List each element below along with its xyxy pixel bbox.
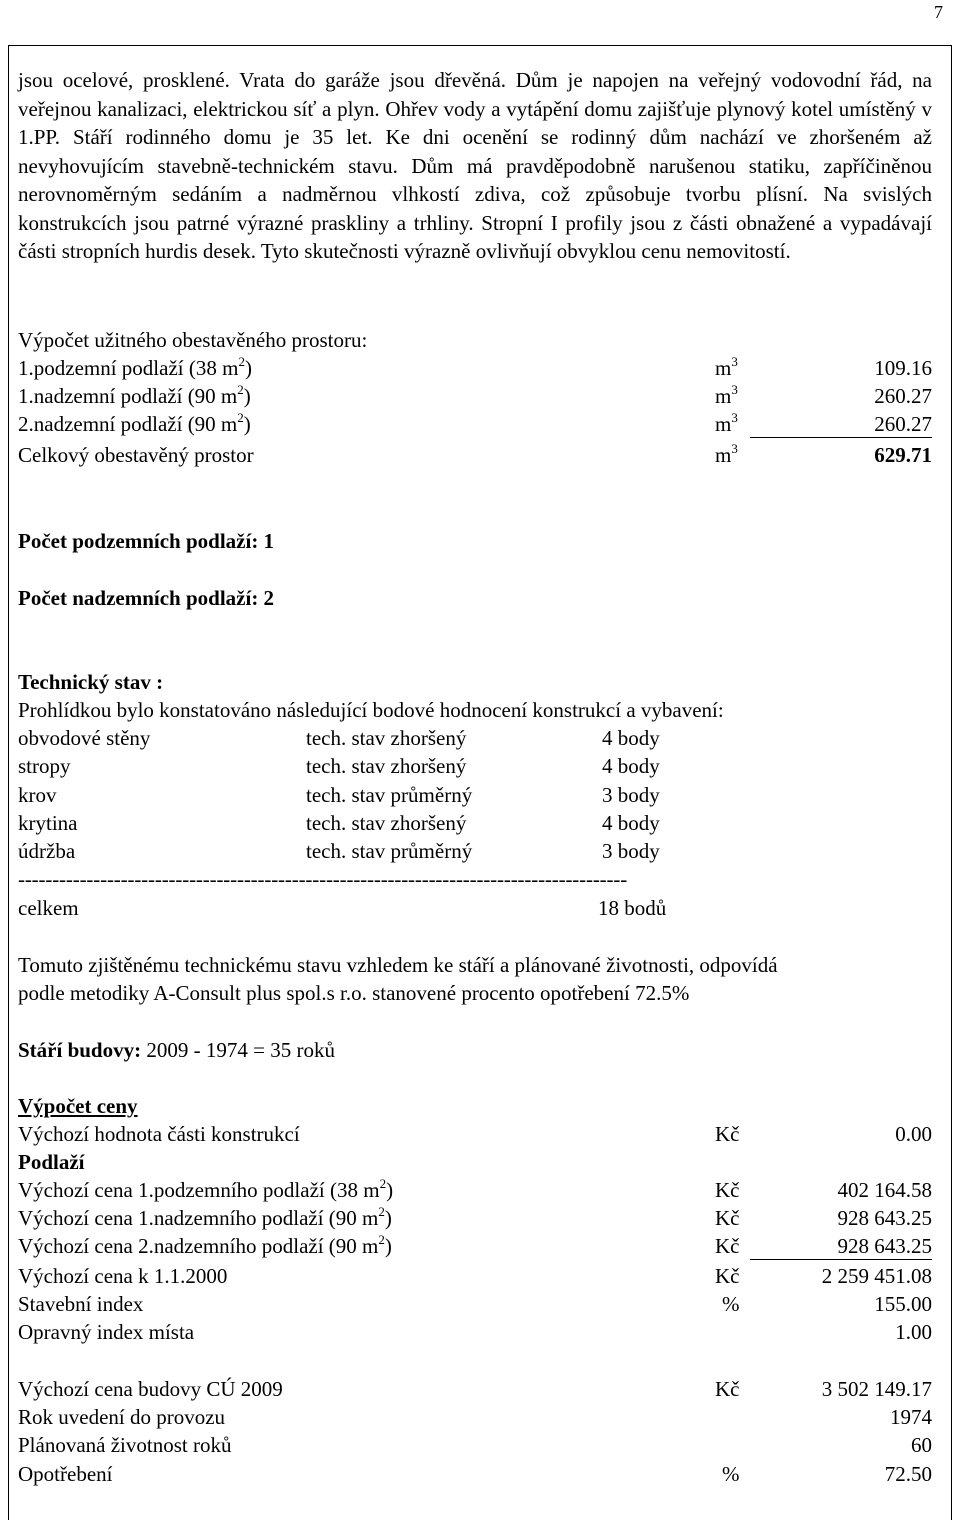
floors-above-heading: Počet nadzemních podlaží: 2 [18,586,275,610]
floors-subheading: Podlaží [18,1150,85,1174]
volume-value: 260.27 [874,412,932,436]
volume-label: 1.nadzemní podlaží (90 m [18,384,238,408]
volume-label: 1.podzemní podlaží (38 m [18,356,239,380]
sum-rule [750,1259,932,1260]
tech-total-label: celkem [18,896,79,920]
volume-value: 260.27 [874,384,932,408]
volume-total-value: 629.71 [874,443,932,467]
page-number: 7 [934,2,943,22]
dash-separator: ----------------------------------------------------------------------------------------- [18,867,628,891]
volume-total-label: Celkový obestavěný prostor [18,443,254,467]
price-heading: Výpočet ceny [18,1094,138,1118]
tech-total-value: 18 bodů [598,896,667,920]
intro-paragraph: jsou ocelové, prosklené. Vrata do garáže jsou dřevěná. Dům je napojen na veřejný vodovodní řád, na veřejnou kanalizaci, elektrickou síť a plyn. Ohřev vody a vytápění domu zajišťuje plynový kotel umístěný v 1.PP. Stáří rodinného domu je 35 let. Ke dni ocenění se rodinný dům nachází ve zhoršeném až nevyhovujícím stavebně-technickém stavu. Dům má pravděpodobně narušenou statiku, zapříčiněnou nerovnoměrným sedáním a nadměrnou vlhkostí zdiva, což způsobuje tvorbu plísní. Na svislých konstrukcích jsou patrné výrazné praskliny a trhliny. Stropní I profily jsou z části obnažené a vypadávají části stropních hurdis desek. Tyto skutečnosti výrazně ovlivňují obvyklou cenu nemovitostí. [18,68,932,263]
volume-value: 109.16 [874,356,932,380]
volume-unit: m [715,356,732,380]
tech-intro: Prohlídkou bylo konstatováno následující bodové hodnocení konstrukcí a vybavení: [18,698,724,722]
volume-unit: m [715,384,732,408]
wear-text-line-2: podle metodiky A-Consult plus spol.s r.o. stanovené procento opotřebení 72.5% [18,981,690,1005]
volume-label: 2.nadzemní podlaží (90 m [18,412,238,436]
floors-under-heading: Počet podzemních podlaží: 1 [18,529,275,553]
sum-rule [750,437,932,438]
tech-heading: Technický stav : [18,670,164,694]
building-age: Stáří budovy: 2009 - 1974 = 35 roků [18,1038,335,1062]
wear-text-line-1: Tomuto zjištěnému technickému stavu vzhledem ke stáří a plánované životnosti, odpovídá [18,953,778,977]
volume-heading: Výpočet užitného obestavěného prostoru: [18,328,368,352]
volume-unit: m [715,412,732,436]
